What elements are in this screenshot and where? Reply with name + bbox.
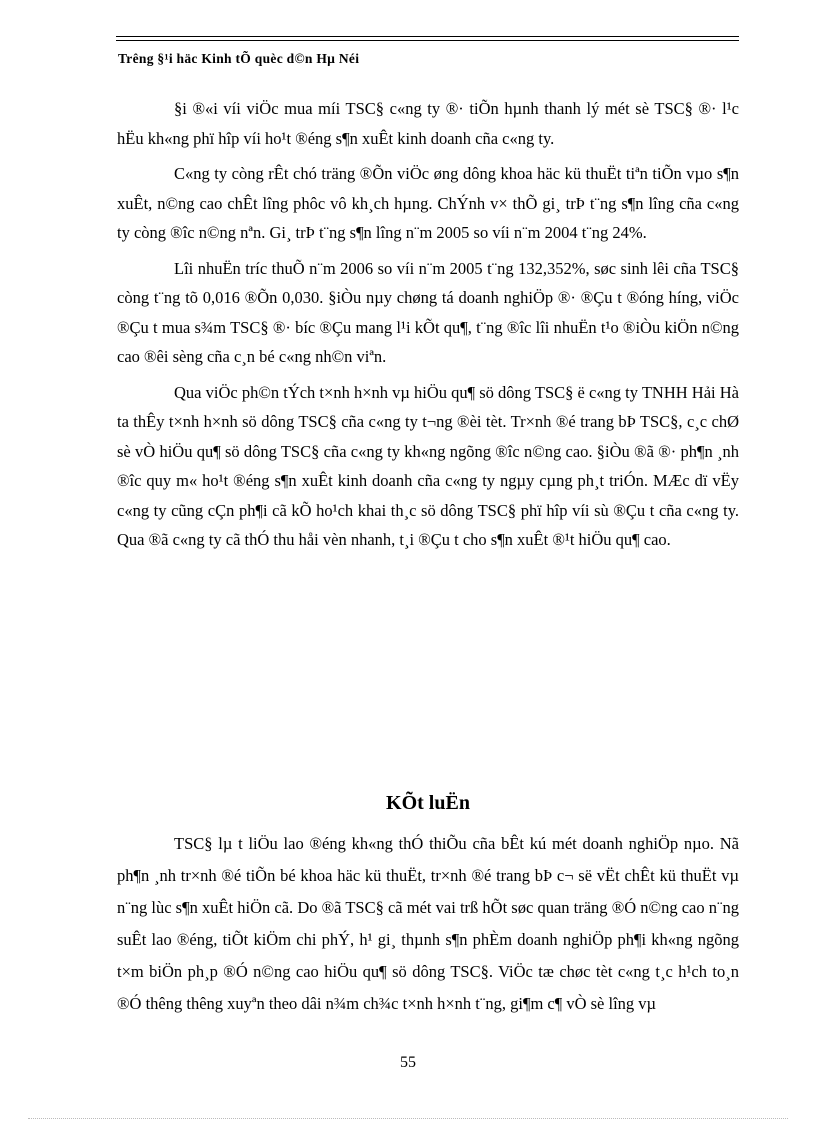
paragraph-2: C«ng ty còng rÊt chó träng ®Õn viÖc øng dông khoa häc kü thuËt tiªn tiÕn vµo s¶n xuÊt, n©ng cao chÊt lîng phôc vô kh¸ch hµng. ChÝnh v× thÕ gi¸ trÞ t¨ng s¶n lîng cña c«ng ty còng ®îc n©ng nªn. Gi¸ trÞ t¨ng s¶n lîng n¨m 2005 so víi n¨m 2004 t¨ng 24%. <box>117 164 739 242</box>
running-header: Trêng §¹i häc Kinh tÕ quèc d©n Hµ Néi <box>118 51 360 66</box>
paragraph-3: Lîi nhuËn tríc thuÕ n¨m 2006 so víi n¨m 2005 t¨ng 132,352%, søc sinh lêi cña TSC§ còng t¨ng tõ 0,016 ®Õn 0,030. §iÒu nµy chøng tá doanh nghiÖp ®· ®Çu t ®óng híng, viÖc ®Çu t mua s¾m TSC§ ®· bíc ®Çu mang l¹i kÕt qu¶, t¨ng ®îc lîi nhuËn t¹o ®iÒu kiÖn n©ng cao ®êi sèng cña c¸n bé c«ng nh©n viªn. <box>117 258 739 366</box>
paragraph-1: §i ®«i víi viÖc mua míi TSC§ c«ng ty ®· tiÕn hµnh thanh lý mét sè TSC§ ®· l¹c hËu kh«ng phï hîp víi ho¹t ®éng s¶n xuÊt kinh doanh cña c«ng ty. <box>117 99 739 148</box>
header-rule-thin <box>116 40 739 41</box>
paragraph-4: Qua viÖc ph©n tÝch t×nh h×nh vµ hiÖu qu¶ sö dông TSC§ ë c«ng ty TNHH Hải Hà ta thÊy t×nh h×nh sö dông TSC§ cña c«ng ty t¬ng ®èi tèt. Tr×nh ®é trang bÞ TSC§, c¸c chØ sè vÒ hiÖu qu¶ sö dông TSC§ cña c«ng ty kh«ng ngõng ®îc n©ng cao. §iÒu ®ã ®· ph¶n ¸nh ®îc quy m« ho¹t ®éng s¶n xuÊt kinh doanh cña c«ng ty ngµy cµng ph¸t triÓn. MÆc dï vËy c«ng ty cũng cÇn ph¶i cã kÕ ho¹ch khai th¸c sö dông TSC§ phï hîp víi sù ®Çu t cña c«ng ty. Qua ®ã c«ng ty cã thÓ thu håi vèn nhanh, t¸i ®Çu t cho s¶n xuÊt ®¹t hiÖu qu¶ cao. <box>117 382 739 549</box>
page-bottom-rule <box>28 1118 788 1119</box>
page-number: 55 <box>400 1054 416 1071</box>
section-title: KÕt luËn <box>386 792 470 814</box>
header-rule-thick <box>116 36 739 37</box>
conclusion-paragraph-1: TSC§ lµ t liÖu lao ®éng kh«ng thÓ thiÕu cña bÊt kú mét doanh nghiÖp nµo. Nã ph¶n ¸nh tr×nh ®é tiÕn bé khoa häc kü thuËt, tr×nh ®é trang bÞ c¬ së vËt chÊt kü thuËt vµ n¨ng lùc s¶n xuÊt hiÖn cã. Do ®ã TSC§ cã mét vai trß hÕt søc quan träng ®Ó n©ng cao n¨ng suÊt lao ®éng, tiÕt kiÖm chi phÝ, h¹ gi¸ thµnh s¶n phÈm doanh nghiÖp ph¶i kh«ng ngõng t×m biÖn ph¸p ®Ó n©ng cao hiÖu qu¶ sö dông TSC§. ViÖc tæ chøc tèt c«ng t¸c h¹ch to¸n ®Ó thêng thêng xuyªn theo dâi n¾m ch¾c t×nh h×nh t¨ng, gi¶m c¶ vÒ sè lîng vµ <box>117 834 739 1013</box>
conclusion-text <box>117 828 739 1026</box>
body-text <box>117 94 739 561</box>
